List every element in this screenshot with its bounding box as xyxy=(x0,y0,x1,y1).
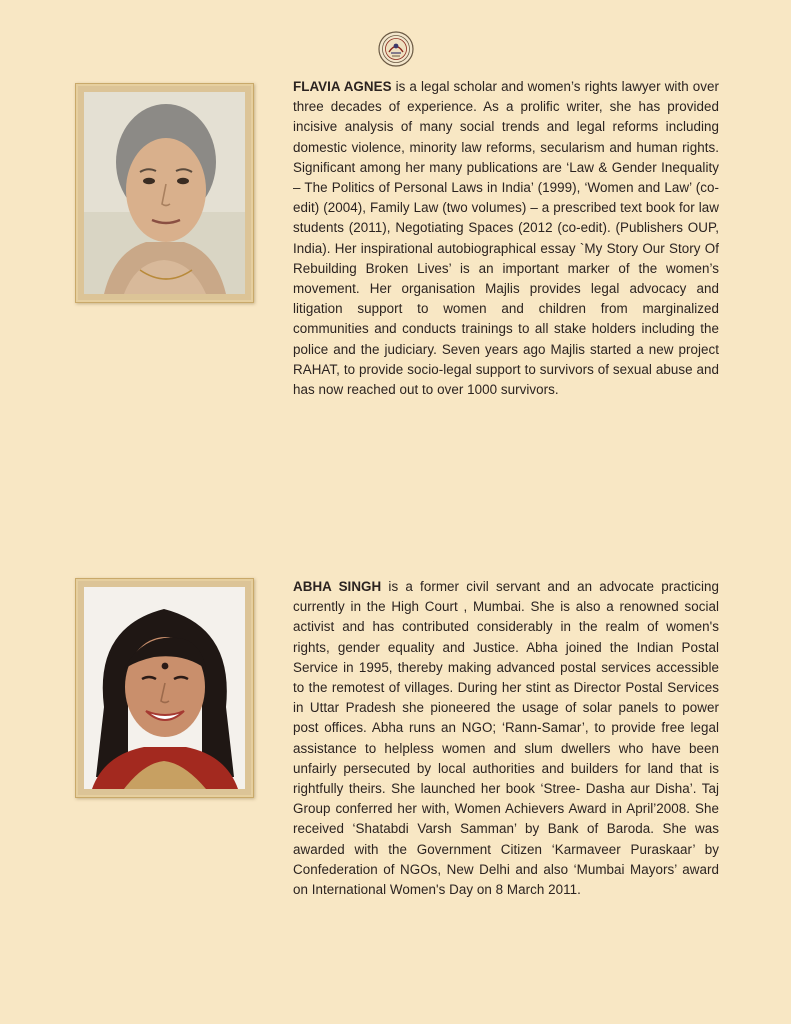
bio-name-flavia-agnes: FLAVIA AGNES xyxy=(293,79,392,94)
bio-text-abha-singh: is a former civil servant and an advocate practicing currently in the High Court , Mumbai. She is also a renowned social activist and has contributed considerably in the realm of women's rights, gender equality and Justice. Abha joined the Indian Postal Service in 1995, thereby making advanced postal services accessible to the remotest of villages. During her stint as Director Postal Services in Uttar Pradesh she pioneered the usage of solar panels to power post offices. Abha runs an NGO; ‘Rann-Samar’, to provide free legal assistance to helpless women and slum dwellers who have been unfairly persecuted by local authorities and builders for land that is rightfully theirs. She launched her book ‘Stree- Dasha aur Disha’. Taj Group conferred her with, Women Achievers Award in April’2008. She received ‘Shatabdi Varsh Samman’ by Bank of Baroda. She was awarded with the Government Citizen ‘Karmaveer Puraskaar’ by Confederation of NGOs, New Delhi and also ‘Mumbai Mayors’ award on International Women's Day on 8 March 2011. xyxy=(293,579,720,898)
portrait-abha-singh xyxy=(84,587,245,789)
portrait-frame-abha-singh xyxy=(75,578,254,798)
bio-flavia-agnes xyxy=(293,77,719,400)
bio-abha-singh xyxy=(293,577,719,900)
emblem-seal-icon xyxy=(378,31,414,67)
portrait-frame-flavia-agnes xyxy=(75,83,254,303)
bio-name-abha-singh: ABHA SINGH xyxy=(293,579,382,594)
portrait-flavia-agnes xyxy=(84,92,245,294)
bio-text-flavia-agnes: is a legal scholar and women’s rights lawyer with over three decades of experience. As a prolific writer, she has provided incisive analysis of many social trends and legal reforms including domestic violence, minority law reforms, secularism and human rights. Significant among her many publications are ‘Law & Gender Inequality – The Politics of Personal Laws in India’ (1999), ‘Women and Law’ (co-edit) (2004), Family Law (two volumes) – a prescribed text book for law students (2011), Negotiating Spaces (2012 (co-edit). (Publishers OUP, India). Her inspirational autobiographical essay `My Story Our Story Of Rebuilding Broken Lives’ is an important marker of the women’s movement. Her organisation Majlis provides legal advocacy and litigation support to women and children from marginalized communities and conducts trainings to all stake holders including the police and the judiciary. Seven years ago Majlis started a new project RAHAT, to provide socio-legal support to survivors of sexual abuse and has now reached out to over 1000 survivors. xyxy=(293,79,719,398)
